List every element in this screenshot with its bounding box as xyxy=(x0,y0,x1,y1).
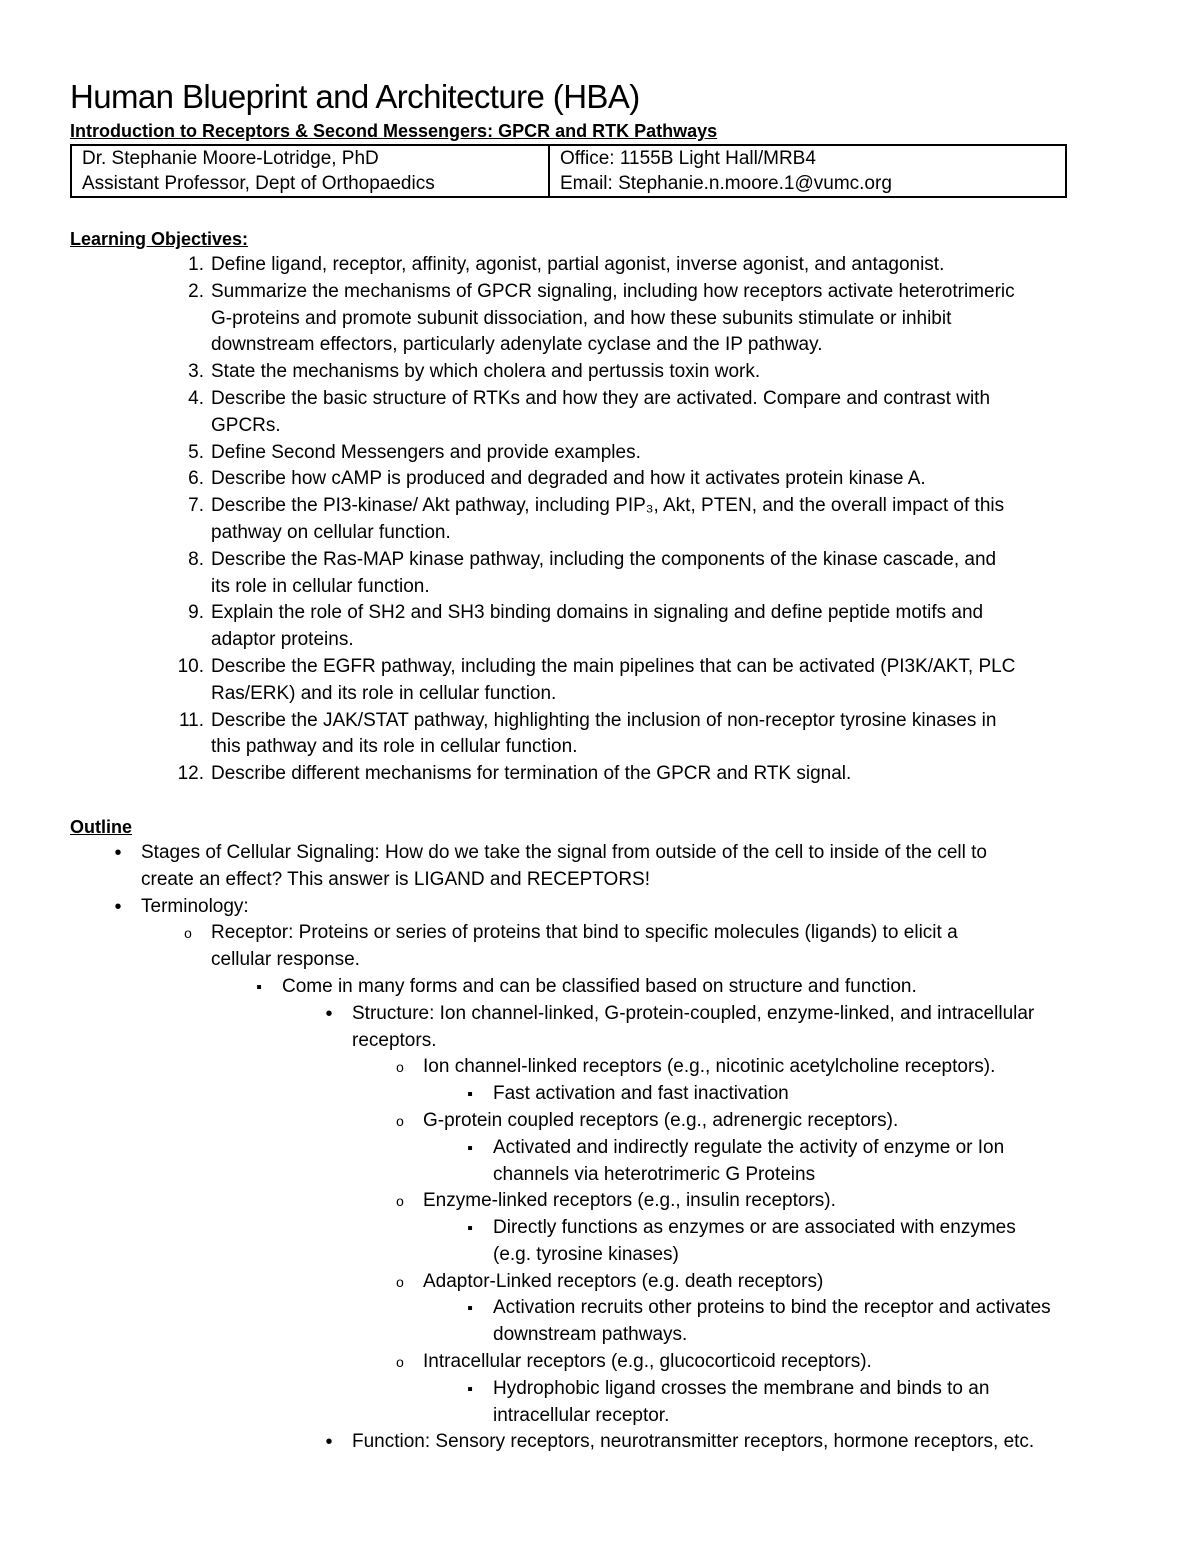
outline-text-line: Enzyme-linked receptors (e.g., insulin receptors). xyxy=(423,1190,836,1212)
square-bullet-icon xyxy=(460,1135,480,1163)
circle-bullet-icon xyxy=(178,920,198,949)
objective-item xyxy=(70,600,1140,654)
objective-text-line: Describe the basic structure of RTKs and how they are activated. Compare and contrast with xyxy=(211,387,991,409)
objective-text-line: Describe different mechanisms for termination of the GPCR and RTK signal. xyxy=(211,763,852,785)
outline-item xyxy=(70,1188,1140,1215)
learning-objectives-list xyxy=(70,252,1140,788)
objective-number: 7. xyxy=(188,495,204,517)
objective-item xyxy=(70,708,1140,762)
objective-number: 10. xyxy=(177,655,204,677)
instructor-info-table xyxy=(70,144,1067,198)
objective-text-line: GPCRs. xyxy=(211,414,281,436)
outline-text-line: receptors. xyxy=(352,1029,437,1051)
objective-number: 5. xyxy=(188,441,204,463)
objective-text-line: Define Second Messengers and provide examples. xyxy=(211,441,641,463)
objective-text-line: G-proteins and promote subunit dissociation, and how these subunits stimulate or inhibit xyxy=(211,307,952,329)
circle-bullet-icon xyxy=(390,1054,410,1083)
instructor-info-row xyxy=(71,145,1066,197)
circle-bullet-icon xyxy=(390,1188,410,1217)
outline-list xyxy=(70,840,1140,1456)
objective-item xyxy=(70,440,1140,467)
outline-text-line: (e.g. tyrosine kinases) xyxy=(493,1243,679,1265)
objective-item xyxy=(70,252,1140,279)
circle-bullet-icon xyxy=(390,1108,410,1137)
objective-number: 4. xyxy=(188,387,204,409)
outline-text-line: Receptor: Proteins or series of proteins that bind to specific molecules (ligands) to elicit a xyxy=(211,922,958,944)
objective-number: 1. xyxy=(188,254,204,275)
objective-item xyxy=(70,654,1140,708)
objective-text-line: its role in cellular function. xyxy=(211,575,430,597)
outline-item xyxy=(70,1001,1140,1055)
outline-item xyxy=(70,1108,1140,1135)
instructor-position: Assistant Professor, Dept of Orthopaedics xyxy=(82,173,435,194)
objective-item xyxy=(70,493,1140,547)
outline-text-line: Intracellular receptors (e.g., glucocorticoid receptors). xyxy=(423,1351,872,1373)
objective-text-line: pathway on cellular function. xyxy=(211,521,451,543)
outline-item xyxy=(70,1269,1140,1296)
square-bullet-icon xyxy=(460,1295,480,1323)
circle-bullet-icon xyxy=(390,1349,410,1378)
outline-item xyxy=(70,1081,1140,1108)
outline-text-line: Terminology: xyxy=(141,895,249,917)
document-subtitle: Introduction to Receptors & Second Messengers: GPCR and RTK Pathways xyxy=(70,121,718,141)
objective-text-line: Describe the PI3-kinase/ Akt pathway, including PIP₃, Akt, PTEN, and the overall impact of this xyxy=(211,495,1005,517)
outline-text-line: intracellular receptor. xyxy=(493,1404,670,1426)
objective-number: 3. xyxy=(188,361,204,383)
objective-number: 12. xyxy=(177,763,204,785)
objective-text-line: Describe how cAMP is produced and degraded and how it activates protein kinase A. xyxy=(211,468,926,490)
outline-text-line: Directly functions as enzymes or are associated with enzymes xyxy=(493,1217,1016,1239)
outline-text-line: Fast activation and fast inactivation xyxy=(493,1083,789,1105)
instructor-office: Office: 1155B Light Hall/MRB4 xyxy=(560,148,816,169)
circle-bullet-icon xyxy=(390,1269,410,1298)
document-page xyxy=(70,76,1140,1456)
objective-text-line: downstream effectors, particularly adenylate cyclase and the IP pathway. xyxy=(211,334,823,356)
instructor-email: Email: Stephanie.n.moore.1@vumc.org xyxy=(560,173,892,194)
instructor-name: Dr. Stephanie Moore-Lotridge, PhD xyxy=(82,148,379,169)
outline-text-line: G-protein coupled receptors (e.g., adrenergic receptors). xyxy=(423,1109,899,1131)
objective-item xyxy=(70,547,1140,601)
outline-text-line: channels via heterotrimeric G Proteins xyxy=(493,1163,816,1185)
objective-number: 8. xyxy=(188,548,204,570)
objective-text-line: Define ligand, receptor, affinity, agonist, partial agonist, inverse agonist, and antagonist. xyxy=(211,254,945,275)
objective-number: 2. xyxy=(188,280,204,302)
outline-text-line: Adaptor-Linked receptors (e.g. death receptors) xyxy=(423,1270,824,1292)
objective-text-line: this pathway and its role in cellular function. xyxy=(211,736,578,758)
objective-text-line: Explain the role of SH2 and SH3 binding domains in signaling and define peptide motifs and xyxy=(211,602,984,624)
outline-text-line: downstream pathways. xyxy=(493,1324,688,1346)
outline-text-line: Structure: Ion channel-linked, G-protein-coupled, enzyme-linked, and intracellular xyxy=(352,1002,1035,1024)
learning-objectives-heading: Learning Objectives: xyxy=(70,229,249,249)
square-bullet-icon xyxy=(249,974,269,1002)
outline-heading: Outline xyxy=(70,816,132,837)
outline-text-line: create an effect? This answer is LIGAND and RECEPTORS! xyxy=(141,868,651,890)
square-bullet-icon xyxy=(460,1376,480,1404)
objective-number: 6. xyxy=(188,468,204,490)
outline-text-line: Hydrophobic ligand crosses the membrane and binds to an xyxy=(493,1377,990,1399)
objective-item xyxy=(70,466,1140,493)
contact-cell xyxy=(549,145,1066,197)
disc-bullet-icon xyxy=(108,894,128,922)
outline-text-line: Activation recruits other proteins to bind the receptor and activates xyxy=(493,1297,1051,1319)
outline-item xyxy=(70,840,1140,894)
outline-text-line: Function: Sensory receptors, neurotransmitter receptors, hormone receptors, etc. xyxy=(352,1431,1035,1453)
outline-text-line: Come in many forms and can be classified based on structure and function. xyxy=(282,975,917,997)
outline-item xyxy=(70,1135,1140,1189)
outline-text-line: cellular response. xyxy=(211,949,360,971)
outline-text-line: Ion channel-linked receptors (e.g., nicotinic acetylcholine receptors). xyxy=(423,1056,996,1078)
disc-bullet-icon xyxy=(108,840,128,868)
outline-item xyxy=(70,1376,1140,1430)
outline-text-line: Activated and indirectly regulate the activity of enzyme or Ion xyxy=(493,1136,1005,1158)
outline-item xyxy=(70,1349,1140,1376)
disc-bullet-icon xyxy=(319,1429,339,1457)
objective-number: 9. xyxy=(188,602,204,624)
outline-text-line: Stages of Cellular Signaling: How do we take the signal from outside of the cell to inside of the cell to xyxy=(141,841,987,863)
objective-item xyxy=(70,386,1140,440)
square-bullet-icon xyxy=(460,1215,480,1243)
disc-bullet-icon xyxy=(319,1001,339,1029)
instructor-cell xyxy=(71,145,549,197)
objective-text-line: Describe the EGFR pathway, including the main pipelines that can be activated (PI3K/AKT, PLC xyxy=(211,655,1016,677)
outline-item xyxy=(70,920,1140,974)
objective-item xyxy=(70,761,1140,788)
outline-item xyxy=(70,1295,1140,1349)
objective-item xyxy=(70,359,1140,386)
square-bullet-icon xyxy=(460,1081,480,1109)
objective-text-line: Describe the Ras-MAP kinase pathway, including the components of the kinase cascade, and xyxy=(211,548,997,570)
objective-text-line: Describe the JAK/STAT pathway, highlighting the inclusion of non-receptor tyrosine kinases in xyxy=(211,709,997,731)
outline-item xyxy=(70,894,1140,921)
outline-item xyxy=(70,974,1140,1001)
outline-item xyxy=(70,1429,1140,1456)
objective-number: 11. xyxy=(178,709,204,731)
document-title: Human Blueprint and Architecture (HBA) xyxy=(70,78,640,115)
outline-item xyxy=(70,1054,1140,1081)
objective-text-line: adaptor proteins. xyxy=(211,629,354,651)
objective-text-line: Ras/ERK) and its role in cellular function. xyxy=(211,682,557,704)
objective-text-line: Summarize the mechanisms of GPCR signaling, including how receptors activate heterotrimeric xyxy=(211,280,1015,302)
objective-item xyxy=(70,279,1140,359)
outline-item xyxy=(70,1215,1140,1269)
objective-text-line: State the mechanisms by which cholera and pertussis toxin work. xyxy=(211,361,761,383)
